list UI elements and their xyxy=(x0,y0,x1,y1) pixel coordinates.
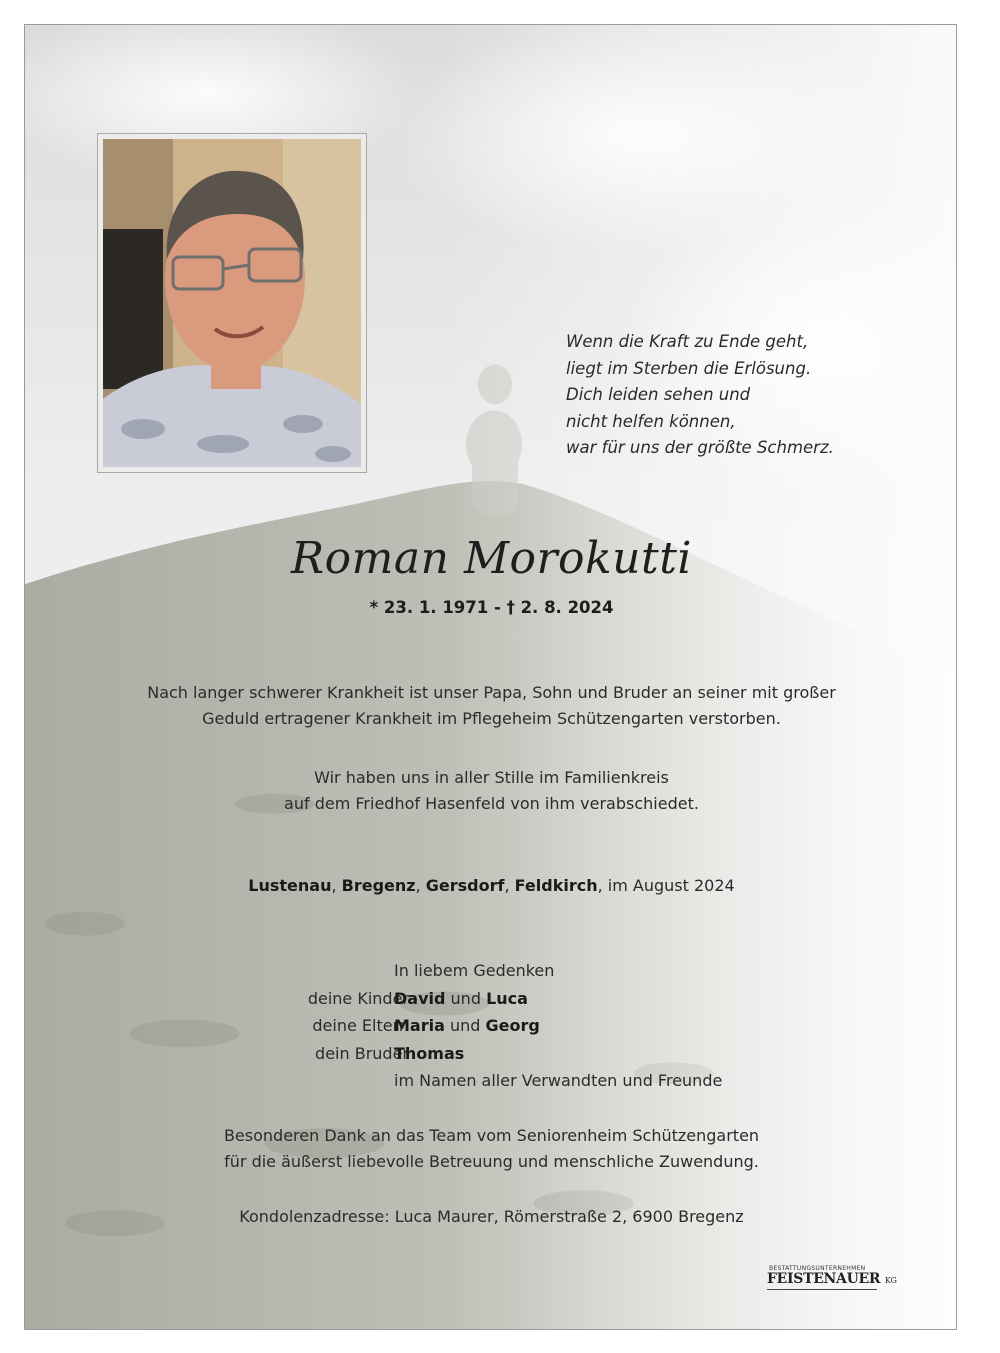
closing-row xyxy=(25,1067,957,1095)
and-word: und xyxy=(445,988,487,1008)
poem xyxy=(566,329,926,462)
thanks-line: für die äußerst liebevolle Betreuung und menschliche Zuwendung. xyxy=(224,1152,759,1171)
deceased-name: Roman Morokutti xyxy=(291,533,692,584)
parents-label: deine Eltern xyxy=(312,1016,409,1035)
obituary-card xyxy=(24,24,957,1330)
children-names xyxy=(394,985,528,1013)
farewell-text xyxy=(25,765,957,817)
children-row xyxy=(25,985,957,1013)
parent-name: Maria xyxy=(394,1016,445,1035)
poem-line: Wenn die Kraft zu Ende geht, xyxy=(566,332,809,351)
funeral-home-logo xyxy=(767,1265,897,1295)
town-lustenau: Lustenau xyxy=(248,876,332,895)
child-name: David xyxy=(394,988,446,1008)
children-label: deine Kinder xyxy=(307,988,409,1008)
thanks-line: Besonderen Dank an das Team vom Seniorenheim Schützengarten xyxy=(223,1126,760,1145)
life-dates: * 23. 1. 1971 - † 2. 8. 2024 xyxy=(369,598,614,617)
portrait-frame xyxy=(97,133,367,473)
poem-line: nicht helfen können, xyxy=(566,411,736,431)
places-and-date xyxy=(25,876,957,895)
comma-separator: , xyxy=(331,876,342,895)
brother-name-text: Thomas xyxy=(394,1043,465,1063)
brother-row xyxy=(25,1040,957,1068)
parents-names xyxy=(394,1012,540,1040)
comma-separator: , xyxy=(504,876,515,895)
town-gersdorf: Gersdorf xyxy=(425,876,505,895)
logo-underline xyxy=(767,1289,877,1290)
parents-row xyxy=(25,1012,957,1040)
portrait-photo xyxy=(103,139,361,467)
logo-name-text: FEISTENAUER xyxy=(767,1271,881,1287)
brother-name xyxy=(394,1040,464,1068)
announcement-line: Geduld ertragener Krankheit im Pflegeheim Schützengarten verstorben. xyxy=(202,709,781,728)
poem-line: liegt im Sterben die Erlösung. xyxy=(566,358,812,378)
farewell-line: auf dem Friedhof Hasenfeld von ihm verabschiedet. xyxy=(284,794,699,813)
poem-line: war für uns der größte Schmerz. xyxy=(566,438,834,457)
condolence-address: Kondolenzadresse: Luca Maurer, Römerstraße 2, 6900 Bregenz xyxy=(239,1207,744,1226)
poem-line: Dich leiden sehen und xyxy=(566,385,751,404)
and-word: und xyxy=(444,1016,486,1035)
town-bregenz: Bregenz xyxy=(341,876,416,895)
announcement-text xyxy=(25,680,957,732)
announcement-line: Nach langer schwerer Krankheit ist unser Papa, Sohn und Bruder an seiner mit großer xyxy=(147,683,836,702)
town-feldkirch: Feldkirch xyxy=(514,876,598,895)
mourners-intro-row xyxy=(25,957,957,985)
farewell-line: Wir haben uns in aller Stille im Familienkreis xyxy=(314,768,669,787)
mourners-intro: In liebem Gedenken xyxy=(394,961,555,980)
brother-label: dein Bruder xyxy=(315,1043,409,1063)
comma-separator: , xyxy=(415,876,426,895)
thanks-text xyxy=(25,1123,957,1175)
logo-name xyxy=(767,1271,897,1287)
mourners-list xyxy=(25,957,957,1095)
logo-subtitle: BESTATTUNGSUNTERNEHMEN xyxy=(769,1265,866,1272)
child-name: Luca xyxy=(486,988,528,1008)
mourners-closing: im Namen aller Verwandten und Freunde xyxy=(394,1071,723,1090)
logo-suffix: KG xyxy=(884,1276,897,1285)
parent-name: Georg xyxy=(485,1016,540,1035)
month-year: , im August 2024 xyxy=(597,876,735,895)
